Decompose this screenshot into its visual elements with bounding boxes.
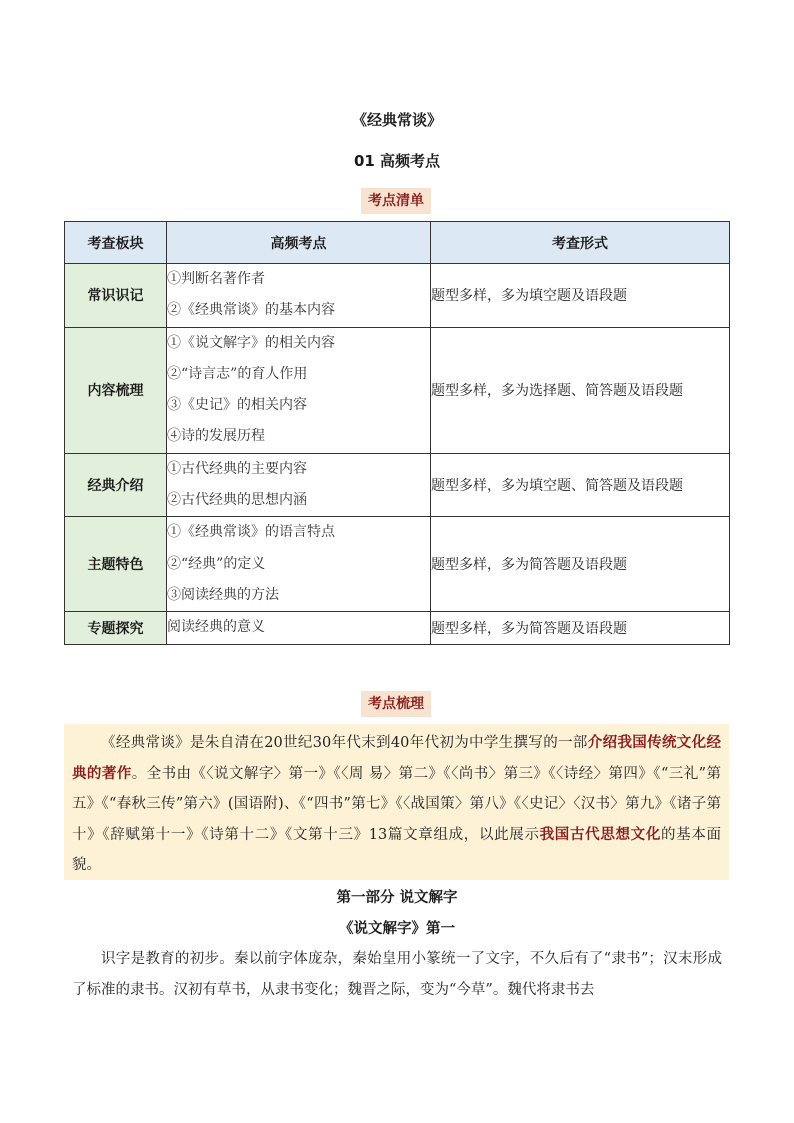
- section-heading: 01 高频考点: [353, 152, 441, 170]
- point-item: ①《说文解字》的相关内容: [167, 334, 335, 351]
- points-cell: [167, 612, 431, 644]
- header-category: 考查板块: [65, 222, 167, 264]
- document-title: 《经典常谈》: [351, 111, 442, 129]
- points-cell: [167, 264, 431, 328]
- point-item: ①古代经典的主要内容: [167, 460, 307, 477]
- table-row: [65, 327, 730, 453]
- point-item: ④诗的发展历程: [167, 428, 265, 445]
- point-item: ③阅读经典的方法: [167, 586, 279, 603]
- point-item: ③《史记》的相关内容: [167, 397, 307, 414]
- summary-text-2: 。全书由《〈说文解字〉第一》《〈周 易〉第二》《〈尚书〉第三》《〈诗经〉第四》《“三礼”第五》《“春秋三传”第六》(国语附)、《“四书”第七》《〈战国策〉第八》《〈史记〉〈汉书〉第九》《诸子第十》《辞赋第十一》《诗第十二》《文第十三》13篇文章组成，以此展示: [72, 765, 721, 843]
- summary-highlight-1: 介绍我国传统文化经典的著作: [72, 734, 721, 782]
- category-cell: 内容梳理: [65, 327, 167, 453]
- summary-box: [64, 724, 729, 880]
- part-heading: 第一部分 说文解字: [336, 890, 458, 906]
- point-item: ②古代经典的思想内涵: [167, 492, 307, 509]
- summary-text-3: 的基本面貌。: [72, 826, 722, 873]
- points-cell: [167, 453, 431, 517]
- exam-points-table: [64, 221, 730, 645]
- form-cell: 题型多样，多为填空题及语段题: [431, 264, 730, 328]
- category-cell: 经典介绍: [65, 453, 167, 517]
- table-header-row: [65, 222, 730, 264]
- point-item: ①《经典常谈》的语言特点: [167, 524, 335, 541]
- form-cell: 题型多样，多为简答题及语段题: [431, 612, 730, 644]
- form-cell: 题型多样，多为简答题及语段题: [431, 517, 730, 612]
- point-item: ①判断名著作者: [167, 271, 265, 287]
- summary-text-1: 《经典常谈》是朱自清在20世纪30年代末到40年代初为中学生撰写的一部: [101, 735, 588, 751]
- summary-paragraph: [72, 728, 721, 881]
- point-item: ②“经典”的定义: [167, 555, 266, 572]
- summary-highlight-2: 我国古代思想文化: [539, 825, 661, 843]
- chip-exam-sort: 考点梳理: [361, 691, 431, 717]
- table-row: [65, 264, 730, 328]
- table-row: [65, 612, 730, 644]
- category-cell: 专题探究: [65, 612, 167, 644]
- point-item: 阅读经典的意义: [167, 619, 265, 636]
- point-item: ②《经典常谈》的基本内容: [167, 302, 335, 319]
- chip-exam-list: 考点清单: [361, 188, 431, 214]
- form-cell: 题型多样，多为选择题、简答题及语段题: [431, 327, 730, 453]
- points-cell: [167, 327, 431, 453]
- table-row: [65, 453, 730, 517]
- points-cell: [167, 517, 431, 612]
- chapter-heading: 《说文解字》第一: [339, 920, 455, 937]
- body-text: [72, 944, 722, 1006]
- header-points: 高频考点: [167, 222, 431, 264]
- category-cell: 常识识记: [65, 264, 167, 328]
- point-item: ②“诗言志”的育人作用: [167, 365, 308, 382]
- table-row: [65, 517, 730, 612]
- form-cell: 题型多样，多为填空题、简答题及语段题: [431, 453, 730, 517]
- category-cell: 主题特色: [65, 517, 167, 612]
- header-form: 考查形式: [431, 222, 730, 264]
- body-paragraph: 识字是教育的初步。秦以前字体庞杂，秦始皇用小篆统一了文字，不久后有了“隶书”；汉末形成了标准的隶书。汉初有草书，从隶书变化；魏晋之际，变为“今草”。魏代将隶书去: [72, 951, 722, 998]
